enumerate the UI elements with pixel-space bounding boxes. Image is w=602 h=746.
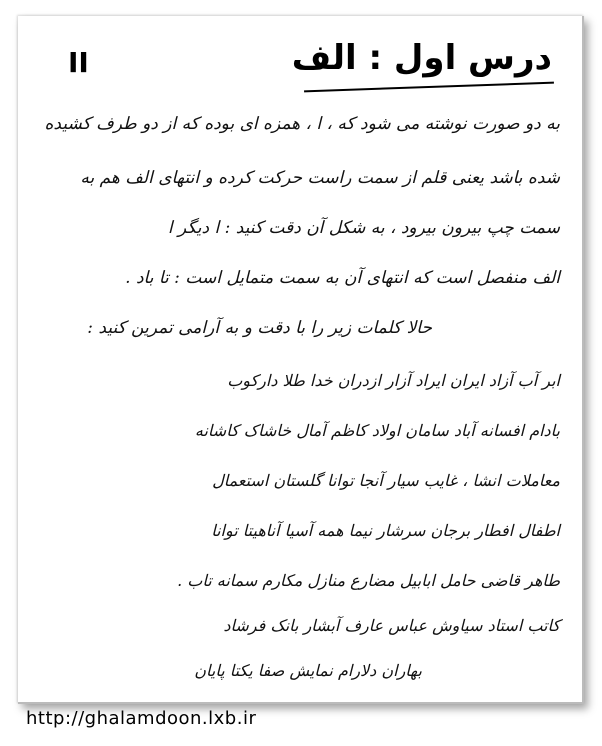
paragraph-line: به دو صورت نوشته می شود که ، ا ، همزه ای بوده که از دو طرف کشیده: [44, 114, 560, 134]
practice-word-line: ابر آب آزاد ایران ایراد آزار ازدران خدا طلا دارکوب: [227, 371, 560, 390]
practice-word-line: طاهر قاضی حامل ابابیل مضارع منازل مکارم سمانه تاب .: [177, 571, 560, 590]
lesson-mark: II: [68, 46, 89, 79]
lesson-title: درس اول : الف: [291, 38, 552, 78]
scanned-page: [18, 16, 584, 704]
instruction-line: حالا کلمات زیر را با دقت و به آرامی تمرین کنید :: [87, 318, 432, 338]
title-underline: [304, 82, 554, 93]
practice-word-line: کاتب استاد سیاوش عباس عارف آبشار بانک فرشاد: [223, 616, 560, 635]
practice-word-line: بهاران دلارام نمایش صفا یکتا پایان: [194, 661, 422, 680]
practice-word-line: اطفال افطار برجان سرشار نیما همه آسیا آناهیتا توانا: [211, 521, 560, 540]
paragraph-line: سمت چپ بیرون بیرود ، به شکل آن دقت کنید : ا دیگر ا: [167, 218, 560, 238]
practice-word-line: بادام افسانه آباد سامان اولاد کاظم آمال خاشاک کاشانه: [194, 421, 560, 440]
paragraph-line: شده باشد یعنی قلم از سمت راست حرکت کرده و انتهای الف هم به: [80, 168, 560, 188]
paragraph-line: الف منفصل است که انتهای آن به سمت متمایل است : تا باد .: [125, 268, 560, 288]
practice-word-line: معاملات انشا ، غایب سیار آنجا توانا گلستان استعمال: [212, 471, 560, 490]
source-url[interactable]: http://ghalamdoon.lxb.ir: [26, 708, 257, 729]
